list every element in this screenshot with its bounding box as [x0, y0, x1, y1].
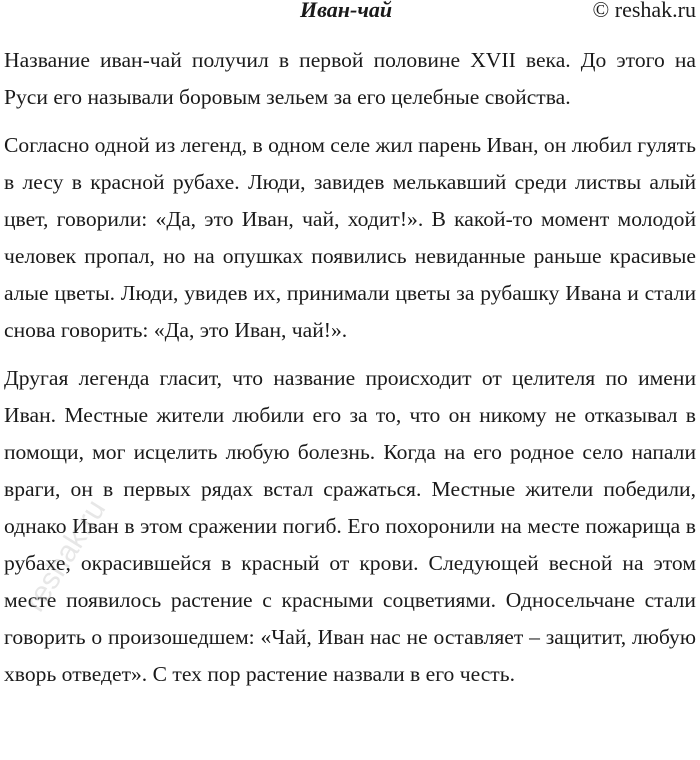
copyright-notice: © reshak.ru: [592, 0, 696, 22]
article-body: [4, 42, 696, 704]
page-header: [0, 0, 700, 32]
paragraph-2: Согласно одной из легенд, в одном селе жил парень Иван, он любил гулять в лесу в красной рубахе. Люди, завидев мелькавший среди листвы алый цвет, говорили: «Да, это Иван, чай, ходит!». В какой-то момент молодой человек пропал, но на опушках появились невиданные раньше красивые алые цветы. Люди, увидев их, принимали цветы за рубашку Ивана и стали снова говорить: «Да, это Иван, чай!».: [4, 133, 696, 342]
page-title: Иван-чай: [300, 0, 393, 22]
paragraph-1: Название иван-чай получил в первой половине XVII века. До этого на Руси его называли боровым зельем за его целебные свойства.: [4, 48, 696, 109]
watermark-text: reshak.ru: [18, 493, 113, 618]
paragraph-3: Другая легенда гласит, что название происходит от целителя по имени Иван. Местные жители любили его за то, что он никому не отказывал в помощи, мог исцелить любую болезнь. Когда на его родное село напали враги, он в первых рядах встал сражаться. Местные жители победили, однако Иван в этом сражении погиб. Его похоронили на месте пожарища в рубахе, окрасившейся в красный от крови. Следующей весной на этом месте появилось растение с красными соцветиями. Односельчане стали говорить о произошедшем: «Чай, Иван нас не оставляет – защитит, любую хворь отведет». С тех пор растение назвали в его честь.: [4, 366, 696, 686]
